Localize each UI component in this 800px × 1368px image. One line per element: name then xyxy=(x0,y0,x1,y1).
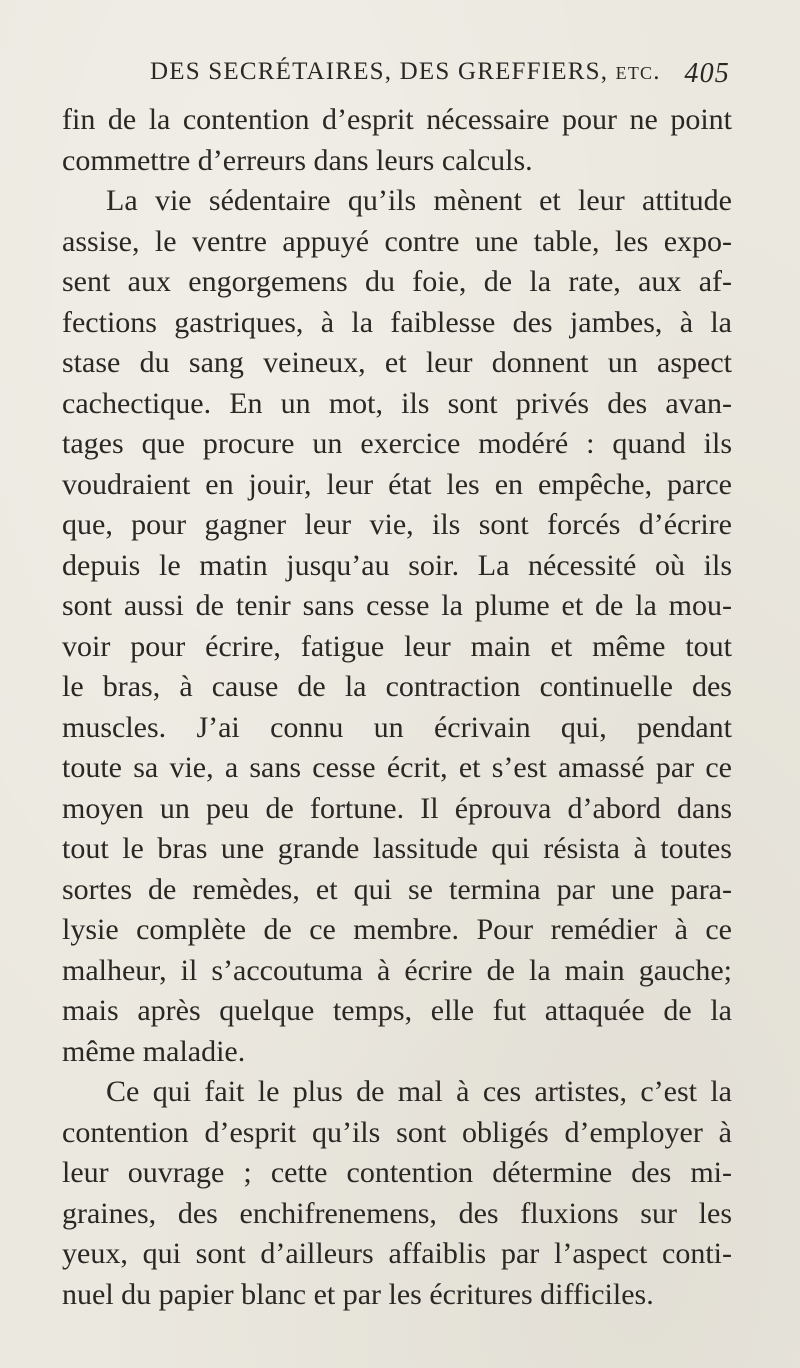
text-line: lysie complète de ce membre. Pour remédier à ce xyxy=(62,913,732,946)
text-line: même maladie. xyxy=(62,1034,246,1068)
text-line: fin de la contention d’esprit nécessaire pour ne point xyxy=(62,103,732,136)
text-line: nuel du papier blanc et par les écritures difficiles. xyxy=(62,1277,654,1311)
running-head-title: DES SECRÉTAIRES, DES GREFFIERS, etc. xyxy=(150,58,661,85)
text-line: tages que procure un exercice modéré : quand ils xyxy=(62,427,732,460)
text-line: La vie sédentaire qu’ils mènent et leur attitude xyxy=(106,184,732,217)
text-line: toute sa vie, a sans cesse écrit, et s’est amassé par ce xyxy=(62,751,732,784)
text-line: yeux, qui sont d’ailleurs affaiblis par l’aspect conti- xyxy=(62,1237,732,1270)
text-line: voir pour écrire, fatigue leur main et même tout xyxy=(62,629,732,663)
text-line: le bras, à cause de la contraction continuelle des xyxy=(62,670,732,703)
text-line: sont aussi de tenir sans cesse la plume et de la mou- xyxy=(62,589,732,622)
text-line: sortes de remèdes, et qui se termina par une para- xyxy=(62,872,732,906)
text-line: stase du sang veineux, et leur donnent un aspect xyxy=(62,346,732,379)
text-line: depuis le matin jusqu’au soir. La nécessité où ils xyxy=(62,548,732,582)
text-line: voudraient en jouir, leur état les en empêche, parce xyxy=(62,467,732,501)
text-line: leur ouvrage ; cette contention détermine des mi- xyxy=(62,1156,732,1189)
running-head xyxy=(150,58,730,89)
text-line: graines, des enchifrenemens, des fluxions sur les xyxy=(62,1196,732,1230)
text-line: muscles. J’ai connu un écrivain qui, pendant xyxy=(62,710,732,744)
text-line: cachectique. En un mot, ils sont privés des avan- xyxy=(62,386,732,420)
text-line: malheur, il s’accoutuma à écrire de la main gauche; xyxy=(62,953,732,987)
text-line: Ce qui fait le plus de mal à ces artistes, c’est la xyxy=(106,1075,732,1108)
text-line: fections gastriques, à la faiblesse des jambes, à la xyxy=(62,305,732,339)
text-line: sent aux engorgemens du foie, de la rate, aux af- xyxy=(62,265,732,298)
text-line: commettre d’erreurs dans leurs calculs. xyxy=(62,143,533,177)
text-line: mais après quelque temps, elle fut attaquée de la xyxy=(62,994,732,1027)
text-line: tout le bras une grande lassitude qui résista à toutes xyxy=(62,832,732,865)
text-line: moyen un peu de fortune. Il éprouva d’abord dans xyxy=(62,791,732,825)
text-line: contention d’esprit qu’ils sont obligés d’employer à xyxy=(62,1115,732,1149)
page-number: 405 xyxy=(684,58,730,89)
text-line: assise, le ventre appuyé contre une table, les expo- xyxy=(62,224,732,258)
text-line: que, pour gagner leur vie, ils sont forcés d’écrire xyxy=(62,508,732,541)
